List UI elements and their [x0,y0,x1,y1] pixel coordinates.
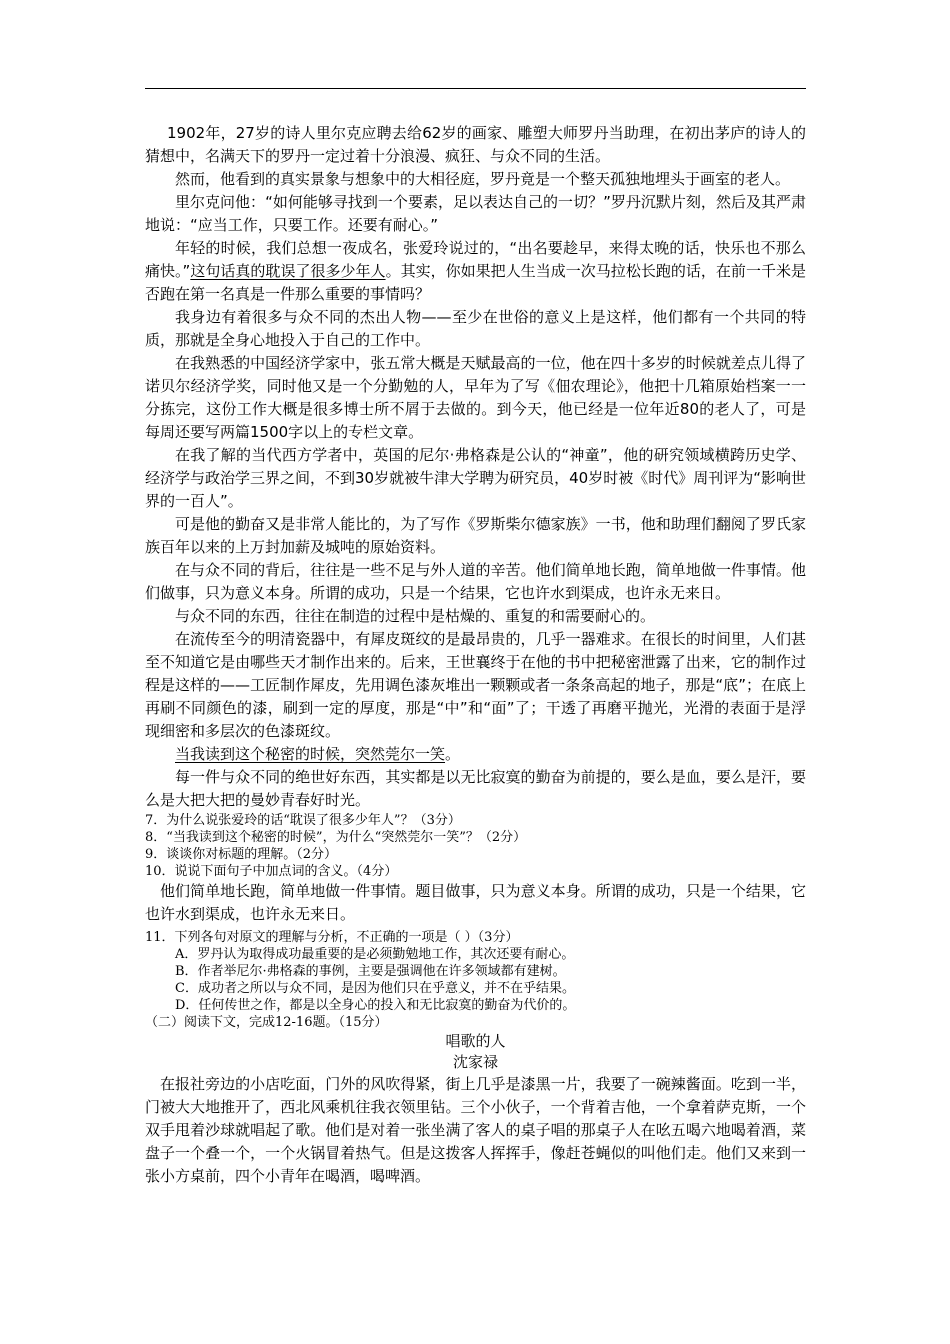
paragraph: 里尔克问他：“如何能够寻找到一个要素，足以表达自己的一切？”罗丹沉默片刻，然后及其严肃地说：“应当工作，只要工作。还要有耐心。” [145,193,806,234]
question-11-option-c: C．成功者之所以与众不同，是因为他们只在乎意义，并不在乎结果。 [175,981,575,996]
paragraph: 在我了解的当代西方学者中，英国的尼尔·弗格森是公认的“神童”，他的研究领域横跨历史学、经济学与政治学三界之间，不到30岁就被牛津大学聘为研究员，40岁时被《时代》周刊评为“影响世界的一百人”。 [145,446,806,510]
paragraph [145,743,806,766]
header-rule [145,88,806,89]
question-10-sentence: 他们简单地长跑，简单地做一件事情。题目做事，只为意义本身。所谓的成功，只是一个结果，它也许水到渠成，也许永无来日。 [145,882,806,923]
paragraph: 在我熟悉的中国经济学家中，张五常大概是天赋最高的一位，他在四十多岁的时候就差点儿得了诺贝尔经济学奖，同时他又是一个分勤勉的人，早年为了写《佃农理论》，他把十几箱原始档案一一分拣完，这份工作大概是很多博士所不屑于去做的。到今天，他已经是一位年近80的老人了，可是每周还要写两篇1500字以上的专栏文章。 [145,354,806,441]
paragraph: 1902年，27岁的诗人里尔克应聘去给62岁的画家、雕塑大师罗丹当助理，在初出茅庐的诗人的猜想中，名满天下的罗丹一定过着十分浪漫、疯狂、与众不同的生活。 [145,124,806,165]
question-11-option-d: D．任何传世之作，都是以全身心的投入和无比寂寞的勤奋为代价的。 [175,998,576,1013]
paragraph: 与众不同的东西，往往在制造的过程中是枯燥的、重复的和需要耐心的。 [175,607,656,625]
paragraph: 可是他的勤奋又是非常人能比的，为了写作《罗斯柴尔德家族》一书，他和助理们翻阅了罗氏家族百年以来的上万封加薪及城吨的原始资料。 [145,515,806,556]
story-author: 沈家禄 [452,1053,498,1071]
paragraph: 在流传至今的明清瓷器中，有犀皮斑纹的是最昂贵的，几乎一器难求。在很长的时间里，人们甚至不知道它是由哪些天才制作出来的。后来，王世襄终于在他的书中把秘密泄露了出来，它的制作过程是这样的——工匠制作犀皮，先用调色漆灰堆出一颗颗或者一条条高起的地子，那是“底”；在底上再刷不同颜色的漆，刷到一定的厚度，那是“中”和“面”了；干透了再磨平抛光，光滑的表面于是浮现细密和多层次的色漆斑纹。 [145,630,806,740]
paragraph [145,237,806,306]
question-8: 8．“当我读到这个秘密的时候”，为什么“突然莞尔一笑”？（2分） [145,830,527,845]
question-9: 9．谈谈你对标题的理解。（2分） [145,847,338,862]
paragraph: 我身边有着很多与众不同的杰出人物——至少在世俗的意义上是这样，他们都有一个共同的特质，那就是全身心地投入于自己的工作中。 [145,308,806,349]
text-span: 。 [445,745,461,763]
question-11-option-a: A．罗丹认为取得成功最重要的是必须勤勉地工作，其次还要有耐心。 [175,947,575,962]
paragraph: 在与众不同的背后，往往是一些不足与外人道的辛苦。他们简单地长跑，简单地做一件事情。他们做事，只为意义本身。所谓的成功，只是一个结果，它也许水到渠成，也许永无来日。 [145,561,806,602]
question-11: 11．下列各句对原文的理解与分析，不正确的一项是（ ）（3分） [145,930,519,945]
question-7: 7．为什么说张爱玲的话“耽误了很多少年人”？（3分） [145,813,461,828]
paragraph: 每一件与众不同的绝世好东西，其实都是以无比寂寞的勤奋为前提的，要么是血，要么是汗，要么是大把大把的曼妙青春好时光。 [145,768,806,809]
text-span: 年轻的时候，我们总想一夜成名，张爱玲说过的，“出名要趁早，来得太晚的话，快乐也不那么痛快。” [145,239,806,280]
document-body [145,122,806,1188]
underlined-sentence: 这句话真的耽误了很多少年人 [190,262,386,280]
question-10: 10．说说下面句子中加点词的含义。（4分） [145,864,398,879]
story-title: 唱歌的人 [445,1032,506,1050]
paragraph: 在报社旁边的小店吃面，门外的风吹得紧，街上几乎是漆黑一片，我要了一碗辣酱面。吃到一半，门被大大地推开了，西北风乘机往我衣领里钻。三个小伙子，一个背着吉他，一个拿着萨克斯，一个双手甩着沙球就唱起了歌。他们是对着一张坐满了客人的桌子唱的那桌子人在吆五喝六地喝着酒，菜盘子一个叠一个，一个火锅冒着热气。但是这拨客人挥挥手，像赶苍蝇似的叫他们走。他们又来到一张小方桌前，四个小青年在喝酒，喝啤酒。 [145,1075,806,1185]
question-11-option-b: B．作者举尼尔·弗格森的事例，主要是强调他在许多领域都有建树。 [175,964,566,979]
paragraph: 然而，他看到的真实景象与想象中的大相径庭，罗丹竟是一个整天孤独地埋头于画室的老人。 [175,170,791,188]
section-2-heading: （二）阅读下文，完成12-16题。（15分） [145,1015,388,1030]
text-span: 。其实，你如果把人生当成一次马拉松长跑的话，在前一千米是否跑在第一名真是一件那么重要的事情吗？ [145,262,806,303]
underlined-sentence: 当我读到这个秘密的时候，突然莞尔一笑 [175,745,446,763]
